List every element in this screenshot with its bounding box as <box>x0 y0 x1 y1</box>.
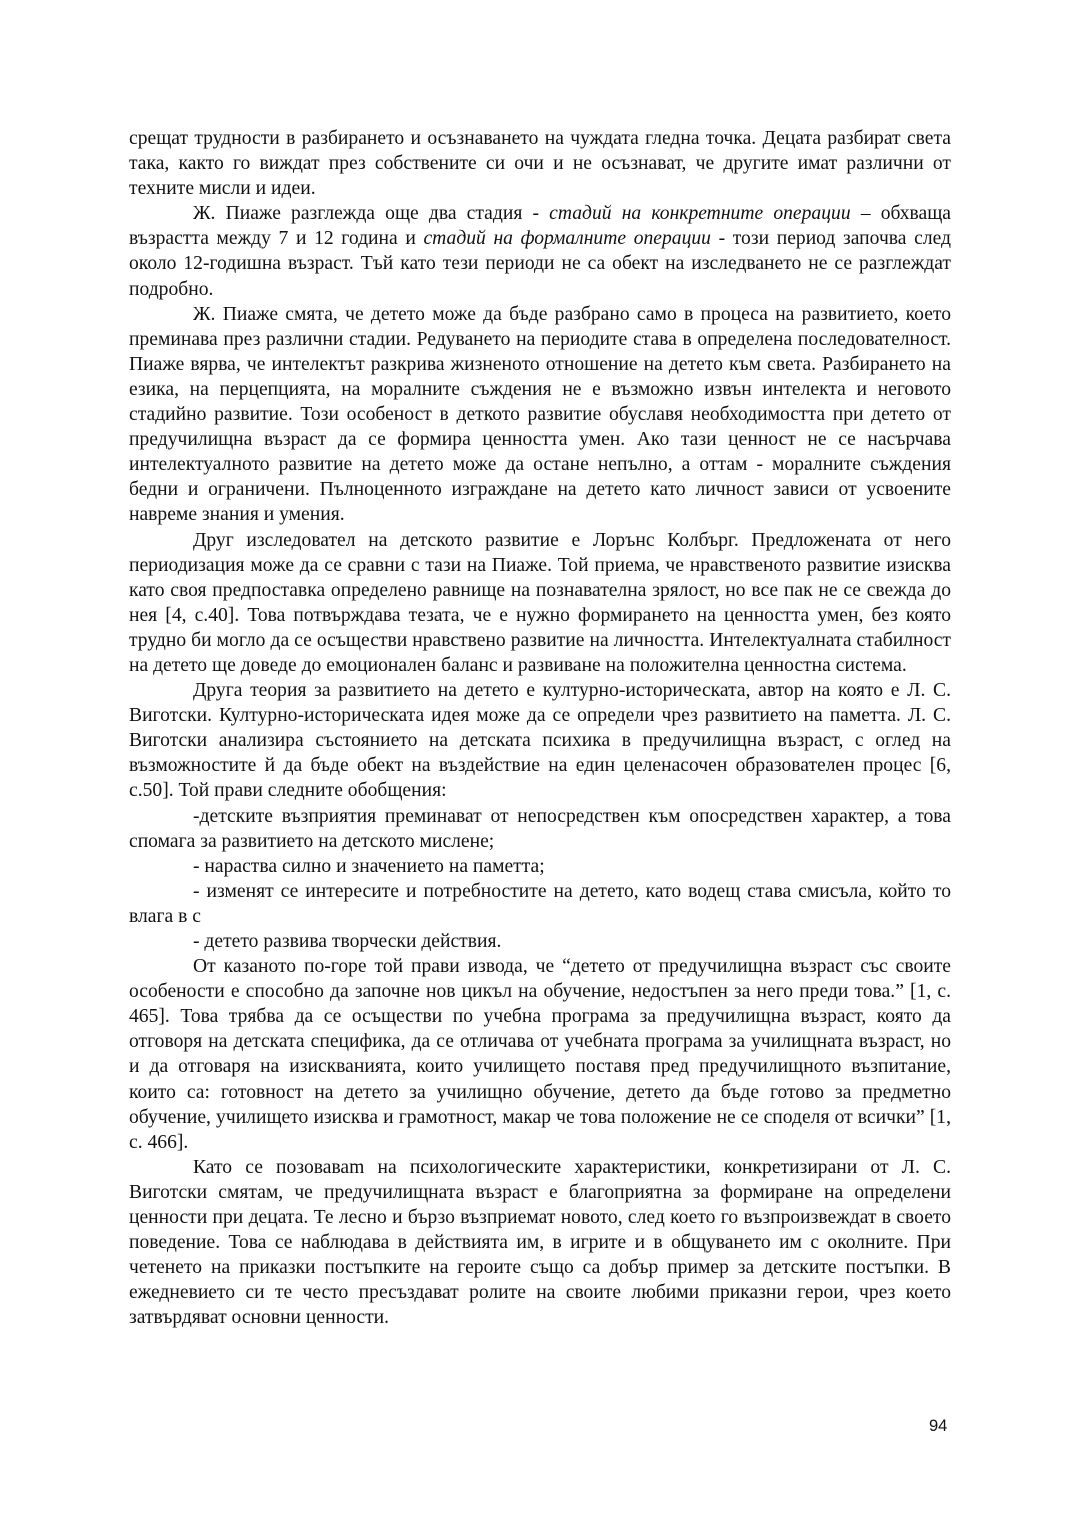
document-body <box>129 126 951 1331</box>
list-item-4: - детето развива творчески действия. <box>193 931 502 952</box>
paragraph-3: Ж. Пиаже смята, че детето може да бъде разбрано само в процеса на развитието, което преминава през различни стадии. Редуването на периодите става в определена последователност. Пиаже вярва, че интелектът разкрива жизненото отношение на детето към света. Разбирането на езика, на перцепцията, на моралните съждения не е възможно извън интелекта и неговото стадийно развитие. Този особеност в деткото развитие обуславя необходимостта при детето от предучилищна възраст да се формира ценността умен. Ако тази ценност не се насърчава интелектуалното развитие на детето може да остане непълно, а оттам - моралните съждения бедни и ограничени. Пълноценното изграждане на детето като личност зависи от усвоените навреме знания и умения. <box>129 303 951 526</box>
paragraph-2-part-1: Ж. Пиаже разглежда още два стадия - <box>193 203 550 225</box>
concrete-operations-term: стадий на конкретните операции <box>549 203 851 225</box>
paragraph-2-part-5: - този период започва след около 12-годишна възраст. Тъй като тези периоди не са обект на изследването не се разглеждат подробно. <box>129 228 952 300</box>
paragraph-2 <box>129 201 951 301</box>
list-item-1: -детските възприятия преминават от непосредствен към опосредствен характер, а това спомага за развитието на детското мислене; <box>129 805 951 852</box>
list-item-2: - нараства силно и значението на паметта; <box>193 855 545 877</box>
paragraph-1: срещат трудности в разбирането и осъзнаването на чуждата гледна точка. Децата разбират света така, както го виждат през собствените си очи и не осъзнават, че другите имат различни от техните мисли и идеи. <box>129 128 951 200</box>
page-number: 94 <box>929 1417 948 1435</box>
paragraph-6: От казаното по-горе той прави извода, че “детето от предучилищна възраст със своите особености е способно да започне нов цикъл на обучение, недостъпен за него преди това.” [1, с. 465]. Това трябва да се осъществи по учебна програма за предучилищна възраст, която да отговоря на детската специфика, да се отличава от учебната програма за училищната възраст, но и да отговаря на изискванията, които училището поставя пред предучилищното възпитание, които са: готовност на детето за училищно обучение, детето да бъде готово за предметно обучение, училището изисква и грамотност, макар че това положение не се споделя от всички” [1, с. 466]. <box>129 956 951 1153</box>
paragraph-2-part-3: – обхваща възрастта между 7 и 12 година и <box>129 203 951 250</box>
formal-operations-term: стадий на формалните операции <box>423 228 711 250</box>
paragraph-5: Друга теория за развитието на детето е културно-историческата, автор на която е Л. С. Виготски. Културно-историческата идея може да се определи чрез развитието на паметта. Л. С. Виготски анализира състоянието на детската психика в предучилищна възраст, с оглед на възможностите й да бъде обект на въздействие на един целенасочен образователен процес [6, с.50]. Той прави следните обобщения: <box>129 680 951 802</box>
paragraph-7: Като се позоваваm на психологическите характеристики, конкретизирани от Л. С. Виготски смятам, че предучилищната възраст е благоприятна за формиране на определени ценности при децата. Те лесно и бързо възприемат новото, след което го възпроизвеждат в своето поведение. Това се наблюдава в действията им, в игрите и в общуването им с околните. При четенето на приказки постъпките на героите също са добър пример за детските постъпки. В ежедневието си те често пресъздават ролите на своите любими приказни герои, чрез което затвърдяват основни ценности. <box>129 1156 951 1329</box>
paragraph-4: Друг изследовател на детското развитие е Лорънс Колбърг. Предложената от него периодизация може да се сравни с тази на Пиаже. Той приема, че нравственото развитие изисква като своя предпоставка определено равнище на познавателна зрялост, но все пак не се свежда до нея [4, с.40]. Това потвърждава тезата, че е нужно формирането на ценността умен, без която трудно би могло да се осъществи нравствено развитие на личността. Интелектуалната стабилност на детето ще доведе до емоционален баланс и развиване на положителна ценностна система. <box>129 529 951 676</box>
list-item-3: - изменят се интересите и потребностите на детето, като водещ става смисъла, който то влага в с <box>129 880 951 927</box>
